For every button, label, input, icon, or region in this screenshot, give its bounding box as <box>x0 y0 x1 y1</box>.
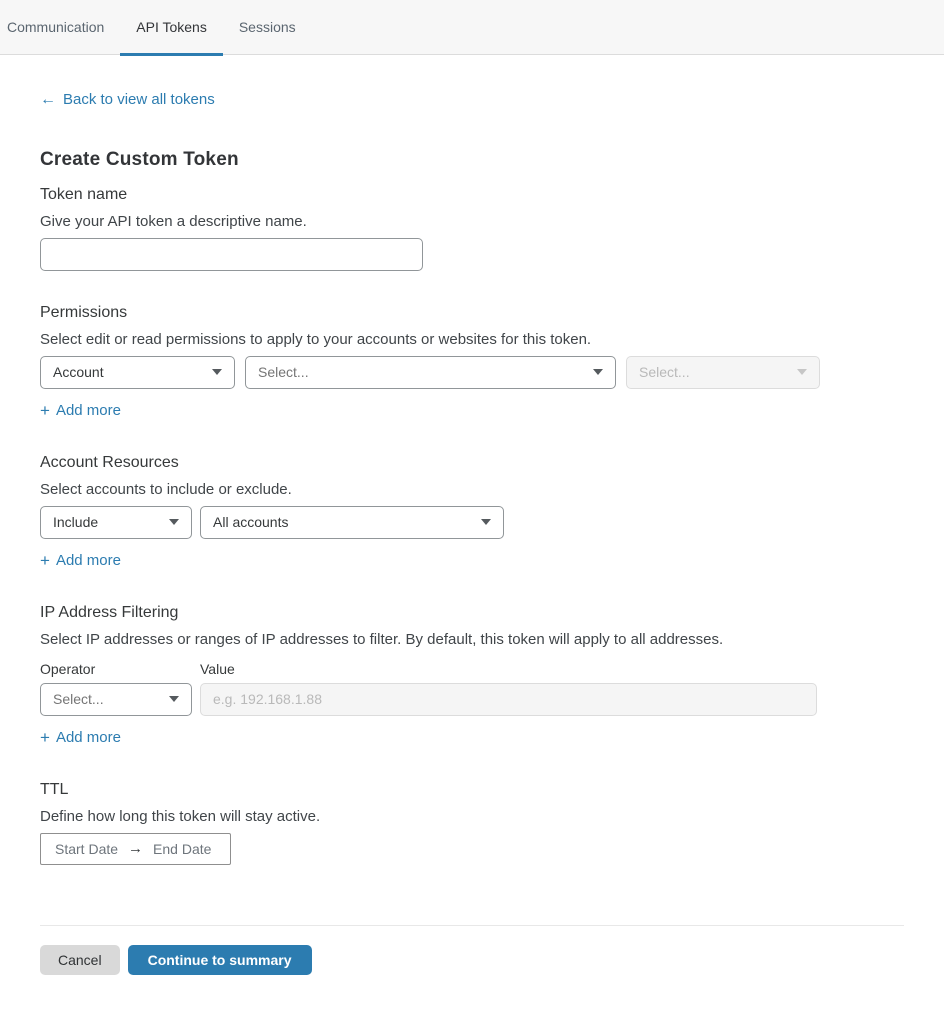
permissions-section <box>40 304 904 421</box>
permission-group-select[interactable] <box>245 356 616 389</box>
ip-filtering-description: Select IP addresses or ranges of IP addresses to filter. By default, this token will apply to all addresses. <box>40 630 724 648</box>
permissions-heading: Permissions <box>40 303 128 321</box>
operator-label: Operator <box>40 660 96 677</box>
tab-bar <box>0 0 944 55</box>
permission-scope-select[interactable] <box>40 356 235 389</box>
tab-sessions[interactable]: Sessions <box>238 18 296 35</box>
resource-accounts-value: All accounts <box>213 514 289 530</box>
ttl-description: Define how long this token will stay active. <box>40 807 321 825</box>
ttl-section <box>40 781 904 865</box>
account-resources-description: Select accounts to include or exclude. <box>40 480 292 498</box>
ttl-date-range-picker[interactable] <box>40 833 231 865</box>
permission-level-select <box>626 356 820 389</box>
footer-divider <box>40 925 904 926</box>
start-date-field[interactable]: Start Date <box>55 840 119 857</box>
page-title: Create Custom Token <box>40 148 239 170</box>
continue-to-summary-button[interactable]: Continue to summary <box>128 945 312 975</box>
resource-accounts-select[interactable] <box>200 506 504 539</box>
ip-filtering-section <box>40 604 904 748</box>
footer-actions <box>40 945 904 975</box>
ip-operator-select[interactable] <box>40 683 192 716</box>
chevron-down-icon <box>212 369 222 375</box>
ip-filtering-add-more-link[interactable] <box>40 729 121 746</box>
back-link-label: Back to view all tokens <box>63 91 215 108</box>
arrow-left-icon: ← <box>40 90 56 108</box>
chevron-down-icon <box>169 696 179 702</box>
tab-api-tokens[interactable]: API Tokens <box>120 0 223 56</box>
arrow-right-icon: → <box>128 840 144 857</box>
account-resources-section <box>40 454 904 571</box>
account-resources-heading: Account Resources <box>40 453 179 471</box>
chevron-down-icon <box>481 519 491 525</box>
ip-value-input[interactable] <box>200 683 817 716</box>
back-to-tokens-link[interactable] <box>40 91 215 108</box>
add-more-label: Add more <box>55 728 121 746</box>
value-label: Value <box>200 660 235 677</box>
plus-icon: + <box>40 727 50 747</box>
token-name-section <box>40 186 904 271</box>
end-date-field[interactable]: End Date <box>153 840 212 857</box>
tab-communication[interactable]: Communication <box>7 18 105 35</box>
ip-operator-placeholder: Select... <box>53 691 104 707</box>
resource-mode-select[interactable] <box>40 506 192 539</box>
plus-icon: + <box>40 550 50 570</box>
cancel-button[interactable]: Cancel <box>40 945 120 975</box>
permissions-description: Select edit or read permissions to apply to your accounts or websites for this token. <box>40 330 592 348</box>
resource-mode-value: Include <box>53 514 99 530</box>
token-name-input[interactable] <box>40 238 423 271</box>
permission-level-placeholder: Select... <box>639 364 690 380</box>
main-content <box>0 55 944 975</box>
chevron-down-icon <box>593 369 603 375</box>
account-resources-add-more-link[interactable] <box>40 552 121 569</box>
permission-group-placeholder: Select... <box>258 364 309 380</box>
chevron-down-icon <box>797 369 807 375</box>
plus-icon: + <box>40 400 50 420</box>
add-more-label: Add more <box>55 551 121 569</box>
chevron-down-icon <box>169 519 179 525</box>
token-name-description: Give your API token a descriptive name. <box>40 212 307 230</box>
permission-scope-value: Account <box>53 364 104 380</box>
token-name-heading: Token name <box>40 185 128 203</box>
ip-filtering-heading: IP Address Filtering <box>40 603 179 621</box>
ttl-heading: TTL <box>40 780 69 798</box>
permissions-add-more-link[interactable] <box>40 402 121 419</box>
add-more-label: Add more <box>55 401 121 419</box>
